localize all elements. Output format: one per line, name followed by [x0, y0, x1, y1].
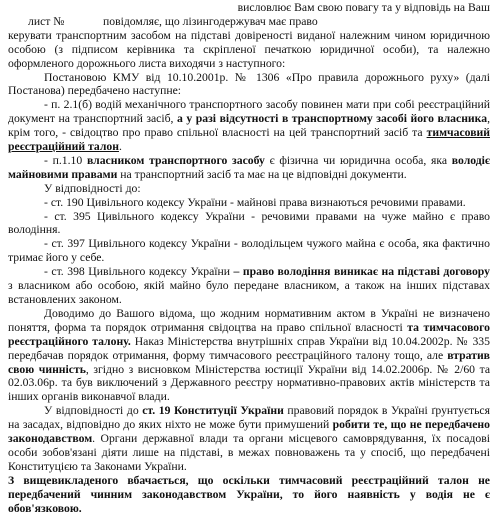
paragraph-clause-2-1 — [8, 98, 490, 154]
notice-text: Доводимо до Вашого відома, що жодним нормативним актом в Україні не визначено поняття, форма та порядок отримання свідоцтва на право спільної власності — [8, 306, 490, 334]
clause-emphasis: власником транспортного засобу — [82, 153, 265, 167]
notice-emphasis: втратив свою чинність — [8, 348, 490, 376]
constitution-emphasis: ст. 19 Конституції України — [138, 404, 284, 418]
constitution-text: . Органи державної влади та органи місцевого самоврядування, їх посадові особи зобов'язані діяти лише на підставі, в межах повноважень та у спосіб, що передбачені Конституцією та Законами України. — [8, 432, 490, 473]
clause-text: - ст. 398 Цивільного кодексу України — [44, 265, 231, 279]
notice-text: , згідно з висновком Міністерства юстиції України від 14.02.2006р. № 2/60 та 02.03.06р. та був виключений з Державного реєстру нормативно-правових актів міністерств та інших органів виконавчої влади. — [8, 362, 491, 404]
clause-emphasis: а у разі відсутності в транспортному засобі його власника — [173, 112, 488, 126]
reference-text: повідомляє, що лізингодержувач має право — [103, 14, 318, 28]
paragraph-art-190: - ст. 190 Цивільного кодексу України - майнові права визнаються речовими правами. — [44, 195, 466, 209]
paragraph-resolution: Постановою КМУ від 10.10.2001р. № 1306 «Про правила дорожнього руху» (далі Постанова) передбачено наступне: — [8, 70, 490, 98]
paragraph-art-398 — [8, 265, 490, 307]
paragraph-conclusion: З вищевикладеного вбачається, що оскільки тимчасовий реєстраційний талон не передбачений чинним законодавством України, то його наявність у водія не є обов'язковою. — [8, 473, 490, 515]
clause-emphasis: – право володіння виникає на підставі договору — [230, 265, 490, 279]
clause-text: - п.1.10 — [44, 153, 83, 167]
clause-text: - п. 2.1(б) водій механічного транспортного засобу повинен мати при собі реєстраційний документ на транспортний засіб, — [8, 98, 490, 126]
notice-emphasis: та тимчасового реєстраційного талону. — [8, 320, 490, 348]
clause-emphasis: володіє майновими правами — [8, 153, 490, 181]
paragraph-intro: керувати транспортним засобом на підставі довіреності виданої належним чином юридичною особою (з підписом керівника та скріпленої печаткою юридичної особи), та належно оформленого дорожнього листа виходячи з наступного: — [8, 28, 490, 70]
notice-text: Наказ Міністерства внутрішніх справ України від 10.04.2002р. № 335 передбачав порядок отримання, форму тимчасового реєстраційного талону тощо, але — [8, 334, 490, 362]
clause-text: , крім того, - свідоцтво про право спільної власності на цей транспортний засіб та — [8, 112, 490, 140]
clause-text: з власником або особою, якій майно було передане власником, а також на інших підставах встановлених законом. — [8, 279, 490, 307]
paragraph-art-397: - ст. 397 Цивільного кодексу України - володільцем чужого майна є особа, яка фактично тримає його у себе. — [8, 237, 490, 265]
paragraph-constitution — [8, 404, 490, 474]
constitution-text: правовий порядок в Україні ґрунтується на засадах, відповідно до яких ніхто не може бути примушений — [8, 404, 490, 432]
letter-number-label: лист № — [28, 14, 65, 28]
paragraph-clause-1-10 — [8, 154, 490, 182]
constitution-text: У відповідності до — [44, 404, 139, 418]
constitution-emphasis: робити те, що не передбачено законодавством — [8, 418, 490, 446]
clause-text: є фізична чи юридична особа, яка — [264, 153, 448, 167]
clause-text: . — [118, 140, 122, 154]
header-text-right: висловлює Вам свою повагу та у відповідь на Ваш — [237, 1, 490, 14]
paragraph-accordance: У відповідності до: — [44, 181, 141, 195]
clause-text: на транспортний засіб та має на це відповідні документи. — [117, 167, 407, 181]
paragraph-notice — [8, 307, 490, 404]
clause-emphasis-underlined: тимчасовий реєстраційний талон — [8, 126, 490, 154]
letter-header-line — [8, 1, 490, 15]
letter-reference-line — [8, 15, 490, 29]
paragraph-art-395: - ст. 395 Цивільного кодексу України - речовими правами на чуже майно є право володіння. — [8, 209, 490, 237]
